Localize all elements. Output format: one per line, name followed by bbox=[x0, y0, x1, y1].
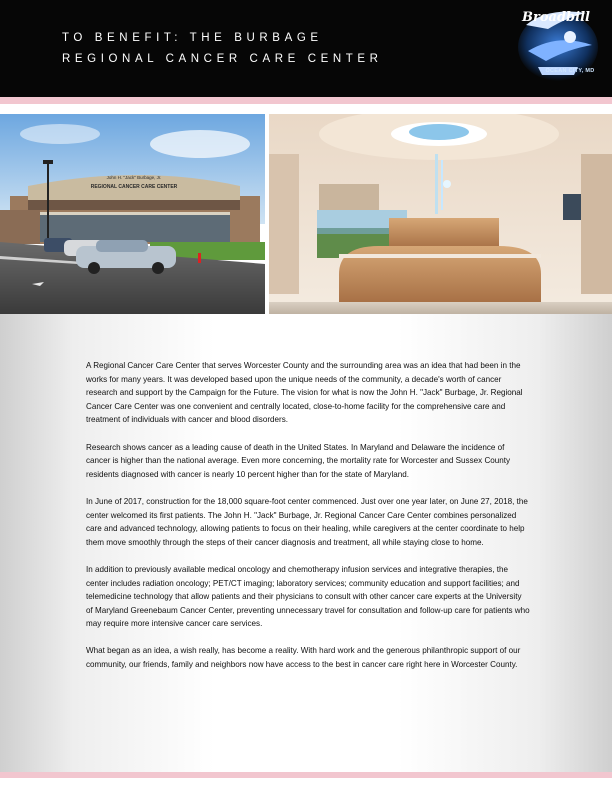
paragraph: In June of 2017, construction for the 18,000 square-foot center commenced. Just over one year later, on June 27, 2018, the center welcomed its first patients. The John H. "Jack" Burbage, Jr. Regional Cancer Care Center combines personalized care and advanced technology, allowing patients to focus on their healing, while caregivers at the center coordinate to help them move smoothly through the steps of their cancer diagnosis and treatment, all while staying close to home. bbox=[86, 496, 528, 547]
title-line-1: TO BENEFIT: THE BURBAGE bbox=[62, 32, 323, 44]
footer-strip bbox=[0, 778, 612, 792]
page-title bbox=[62, 28, 383, 70]
paragraph: What began as an idea, a wish really, has become a reality. With hard work and the generous philanthropic support of our community, our friends, family and neighbors now have access to the best in cancer care right here in Worcester County. bbox=[86, 646, 521, 670]
header-accent-band bbox=[0, 97, 612, 104]
broadbill-logo bbox=[508, 3, 604, 89]
paragraph: A Regional Cancer Care Center that serves Worcester County and the surrounding area was an idea that had been in the works for many years. It was developed based upon the unique needs of the community, a decade's worth of cancer research and support by the Campaign for the Future. The vision for what is now the John H. "Jack" Burbage, Jr. Regional Cancer Care Center was one convenient and centrally located, close-to-home facility for the comprehensive care and treatment of individuals with cancer and blood disorders. bbox=[86, 361, 523, 425]
paragraph: Research shows cancer as a leading cause of death in the United States. In Maryland and Delaware the incidence of cancer is higher than the national average. Even more concerning, the mortality rate for Worcester and Sussex County residents diagnosed with cancer is nearly 10 percent higher than for the state of Maryland. bbox=[86, 442, 511, 479]
building-sign-line-1: John H. "Jack" Burbage, Jr. bbox=[106, 175, 162, 180]
building-sign-line-2: REGIONAL CANCER CARE CENTER bbox=[90, 184, 178, 190]
header-divider bbox=[0, 104, 612, 114]
logo-script-text: Broadbill bbox=[522, 10, 590, 25]
paragraph: In addition to previously available medical oncology and chemotherapy infusion services and integrative therapies, the center includes radiation oncology; PET/CT imaging; laboratory services; community education and support facilities; and telemedicine technology that allow patients and their physicians to consult with other cancer care experts at the University of Maryland Greenebaum Cancer Center, preventing unnecessary travel for consultation and follow-up care for patients who may require more intensive cancer care services. bbox=[86, 564, 530, 629]
article-body bbox=[86, 359, 530, 685]
logo-location-text: OCEAN CITY, MD bbox=[545, 68, 595, 74]
header-bar bbox=[0, 0, 612, 97]
building-exterior-photo bbox=[0, 114, 265, 314]
title-line-2: REGIONAL CANCER CARE CENTER bbox=[62, 53, 383, 65]
lobby-interior-photo bbox=[269, 114, 612, 314]
